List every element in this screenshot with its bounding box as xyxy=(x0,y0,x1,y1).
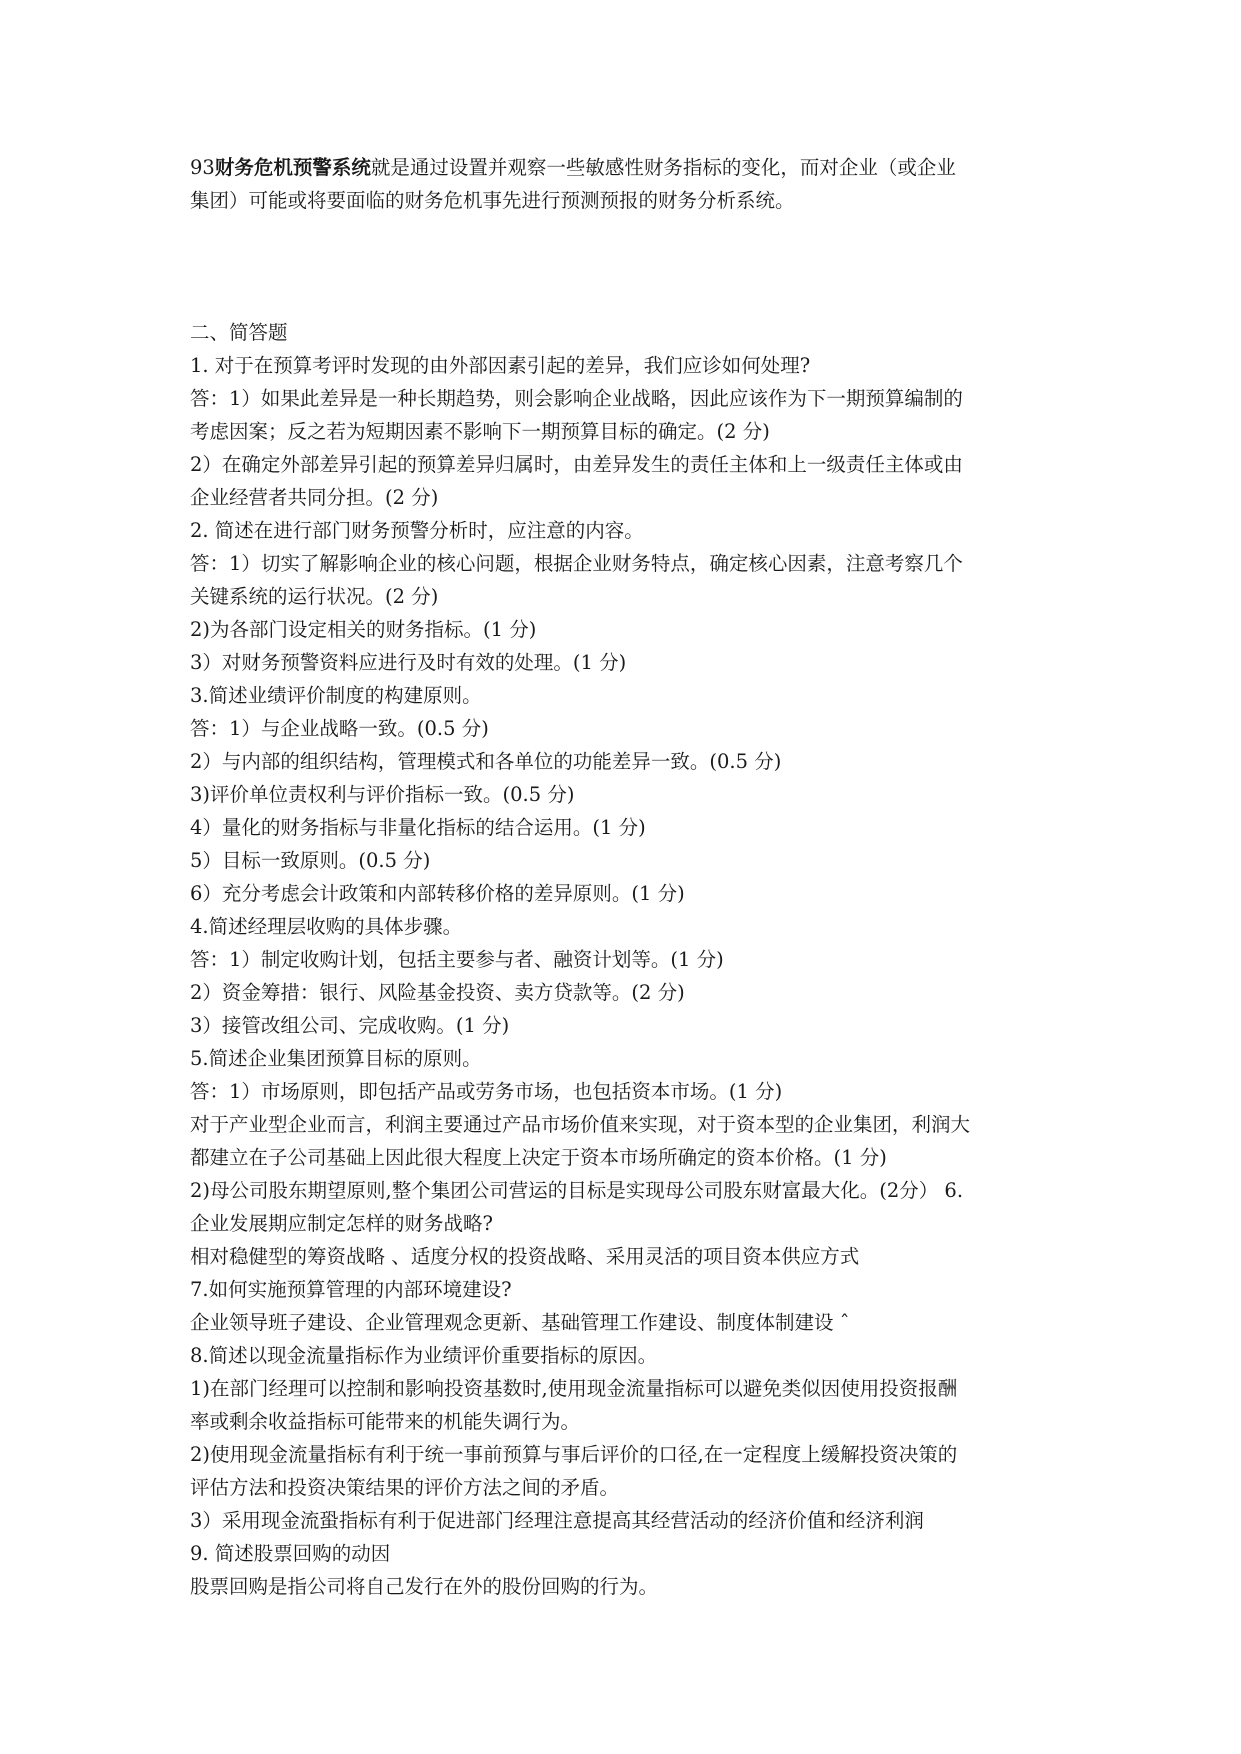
text-line: 答：1）制定收购计划，包括主要参与者、融资计划等。(1 分) xyxy=(190,948,724,971)
text-line: 2)为各部门设定相关的财务指标。(1 分) xyxy=(190,618,537,641)
text-line: 2）在确定外部差异引起的预算差异归属时，由差异发生的责任主体和上一级责任主体或由 xyxy=(190,453,963,476)
text-line: 2）资金筹措：银行、风险基金投资、卖方贷款等。(2 分) xyxy=(190,981,685,1004)
text-line: 1. 对于在预算考评时发现的由外部因素引起的差异，我们应诊如何处理? xyxy=(190,354,811,377)
text-line: 2)使用现金流量指标有利于统一事前预算与事后评价的口径,在一定程度上缓解投资决策的 xyxy=(190,1443,958,1466)
text-line: 3)评价单位责权利与评价指标一致。(0.5 分) xyxy=(190,783,575,806)
text-line: 答：1）如果此差异是一种长期趋势，则会影响企业战略，因此应该作为下一期预算编制的 xyxy=(190,387,963,410)
section-heading: 二、简答题 xyxy=(190,321,288,344)
intro-text: 就是通过设置并观察一些敏感性财务指标的变化，而对企业（或企业 xyxy=(370,156,956,179)
text-line: 2）与内部的组织结构，管理模式和各单位的功能差异一致。(0.5 分) xyxy=(190,750,782,773)
text-line: 企业经营者共同分担。(2 分) xyxy=(190,486,439,509)
text-line: 4.简述经理层收购的具体步骤。 xyxy=(190,915,463,938)
text-line: 3）接管改组公司、完成收购。(1 分) xyxy=(190,1014,510,1037)
text-line: 股票回购是指公司将自己发行在外的股份回购的行为。 xyxy=(190,1575,659,1598)
text-line: 答：1）切实了解影响企业的核心问题，根据企业财务特点，确定核心因素，注意考察几个 xyxy=(190,552,963,575)
text-line: 答：1）市场原则，即包括产品或劳务市场，也包括资本市场。(1 分) xyxy=(190,1080,783,1103)
text-line: 评估方法和投资决策结果的评价方法之间的矛盾。 xyxy=(190,1476,620,1499)
text-line: 对于产业型企业而言，利润主要通过产品市场价值来实现，对于资本型的企业集团，利润大 xyxy=(190,1113,971,1136)
text-line: 企业领导班子建设、企业管理观念更新、基础管理工作建设、制度体制建设 ˆ xyxy=(190,1311,850,1334)
key-term: 财务危机预警系统 xyxy=(214,156,371,179)
text-line: 2)母公司股东期望原则,整个集团公司营运的目标是实现母公司股东财富最大化。(2分） 6. xyxy=(190,1179,964,1202)
text-line: 3）采用现金流蛩指标有利于促进部门经理注意提高其经营活动的经济价值和经济利润 xyxy=(190,1509,924,1532)
text-line: 4）量化的财务指标与非量化指标的结合运用。(1 分) xyxy=(190,816,646,839)
intro-line-1 xyxy=(190,151,1070,184)
text-line: 8.简述以现金流量指标作为业绩评价重要指标的原因。 xyxy=(190,1344,658,1367)
text-line: 企业发展期应制定怎样的财务战略? xyxy=(190,1212,493,1235)
text-line: 3.简述业绩评价制度的构建原则。 xyxy=(190,684,482,707)
text-line: 5.简述企业集团预算目标的原则。 xyxy=(190,1047,482,1070)
intro-paragraph xyxy=(190,151,1070,217)
text-line: 2. 简述在进行部门财务预警分析时，应注意的内容。 xyxy=(190,519,644,542)
text-line: 答：1）与企业战略一致。(0.5 分) xyxy=(190,717,489,740)
text-line: 都建立在子公司基础上因此很大程度上决定于资本市场所确定的资本价格。(1 分) xyxy=(190,1146,887,1169)
item-number: 93 xyxy=(190,156,215,179)
text-line: 率或剩余收益指标可能带来的机能失调行为。 xyxy=(190,1410,581,1433)
text-line: 考虑因案；反之若为短期因素不影响下一期预算目标的确定。(2 分) xyxy=(190,420,770,443)
text-line: 7.如何实施预算管理的内部环境建设? xyxy=(190,1278,512,1301)
text-line: 相对稳健型的筹资战略 、适度分权的投资战略、采用灵活的项目资本供应方式 xyxy=(190,1245,860,1268)
text-line: 1)在部门经理可以控制和影响投资基数时,使用现金流量指标可以避免类似因使用投资报酬 xyxy=(190,1377,958,1400)
intro-line-2: 集团）可能或将要面临的财务危机事先进行预测预报的财务分析系统。 xyxy=(190,189,795,212)
text-line: 3）对财务预警资料应进行及时有效的处理。(1 分) xyxy=(190,651,627,674)
short-answer-section xyxy=(190,316,1070,1603)
text-line: 关键系统的运行状况。(2 分) xyxy=(190,585,439,608)
text-line: 9. 简述股票回购的动因 xyxy=(190,1542,391,1565)
text-line: 6）充分考虑会计政策和内部转移价格的差异原则。(1 分) xyxy=(190,882,685,905)
text-line: 5）目标一致原则。(0.5 分) xyxy=(190,849,431,872)
